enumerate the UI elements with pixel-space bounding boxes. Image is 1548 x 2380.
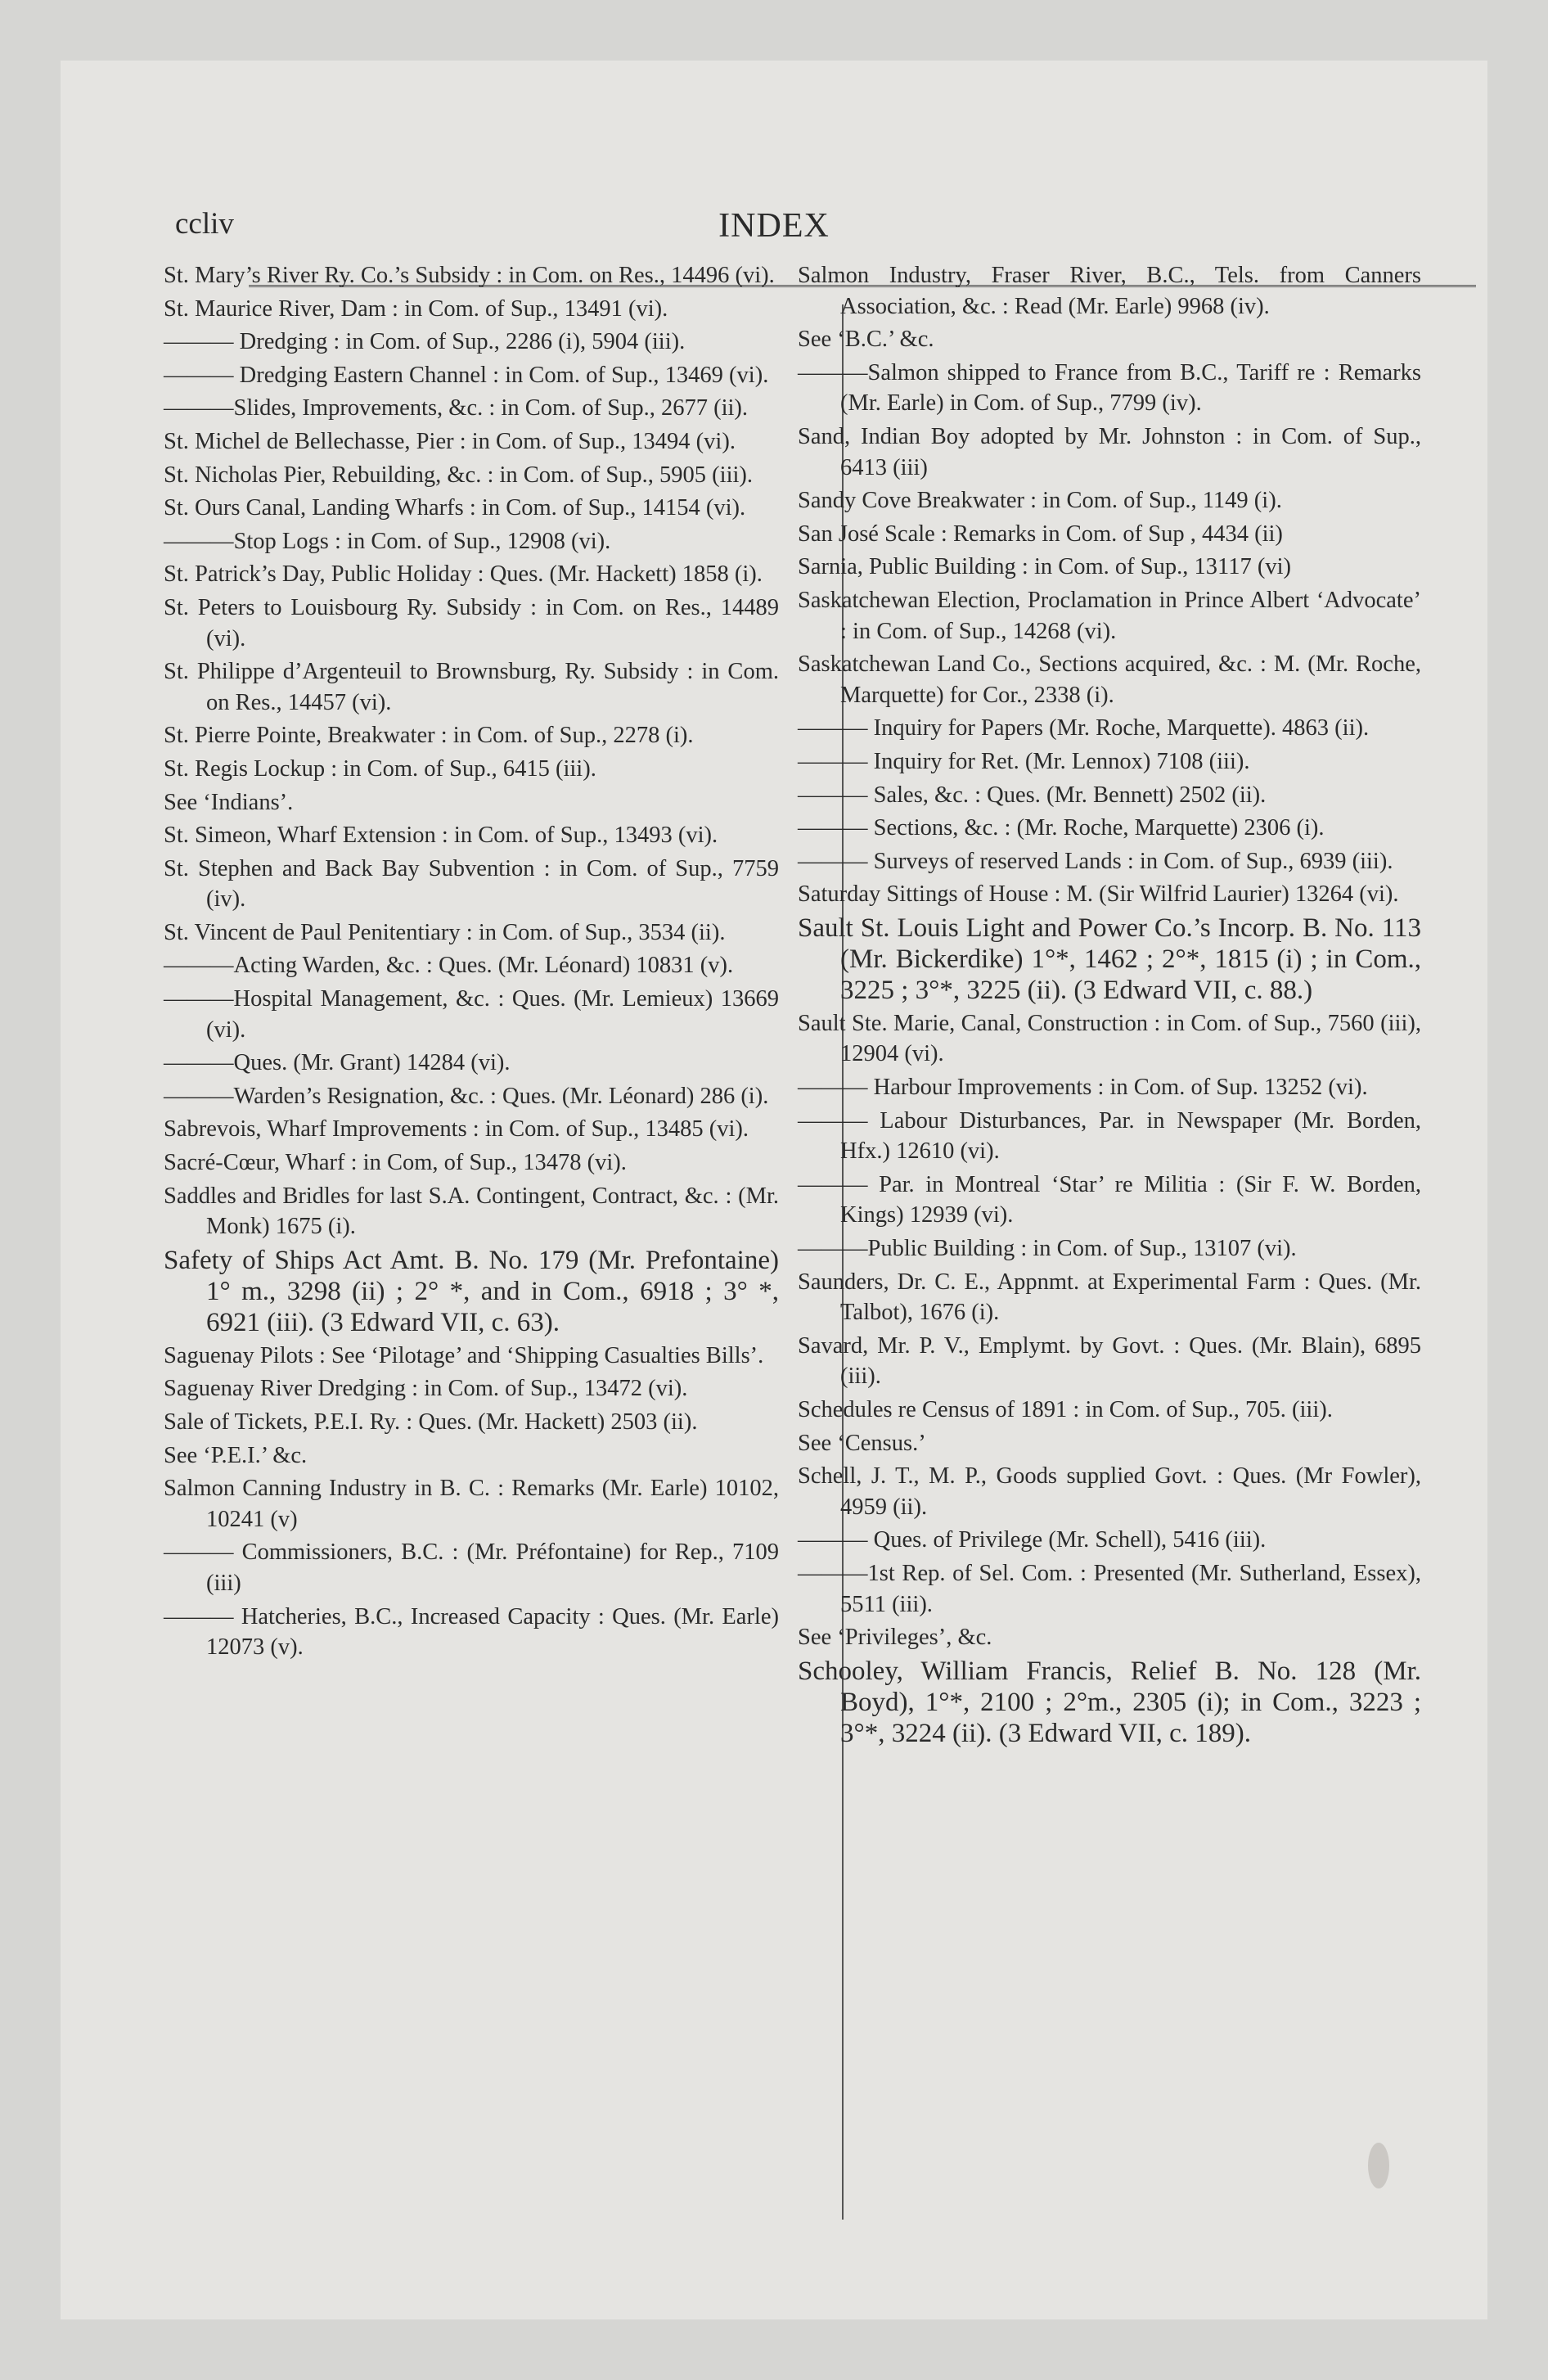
index-entry: St. Ours Canal, Landing Wharfs : in Com. of Sup., 14154 (vi). bbox=[164, 495, 746, 521]
index-entry: St. Mary’s River Ry. Co.’s Subsidy : in Com. on Res., 14496 (vi). bbox=[164, 263, 775, 288]
index-entry: ———Public Building : in Com. of Sup., 13107 (vi). bbox=[798, 1236, 1297, 1262]
index-entry: ———Acting Warden, &c. : Ques. (Mr. Léonard) 10831 (v). bbox=[164, 953, 734, 979]
index-entry: Sault St. Louis Light and Power Co.’s Incorp. B. No. 113 (Mr. Bickerdike) 1°*, 1462 ; 2°*, 1815 (i) ; in Com., 3225 ; 3°*, 3225 (ii). (3 Edward VII, c. 88.) bbox=[798, 913, 1421, 1005]
index-entry: St. Regis Lockup : in Com. of Sup., 6415 (iii). bbox=[164, 755, 596, 782]
index-entry: ——— Ques. of Privilege (Mr. Schell), 5416 (iii). bbox=[798, 1527, 1267, 1553]
index-entry: ——— Inquiry for Papers (Mr. Roche, Marquette). 4863 (ii). bbox=[798, 715, 1370, 741]
index-entry: ———Stop Logs : in Com. of Sup., 12908 (vi). bbox=[164, 528, 611, 554]
index-entry: St. Michel de Bellechasse, Pier : in Com. of Sup., 13494 (vi). bbox=[164, 428, 736, 454]
index-entry: ——— Dredging : in Com. of Sup., 2286 (i), 5904 (iii). bbox=[164, 329, 686, 355]
cross-reference: See ‘Census.’ bbox=[798, 1430, 926, 1456]
index-entry: Sandy Cove Breakwater : in Com. of Sup., 1149 (i). bbox=[798, 488, 1282, 514]
index-entry: St. Vincent de Paul Penitentiary : in Com. of Sup., 3534 (ii). bbox=[164, 919, 726, 945]
index-entry: Sacré-Cœur, Wharf : in Com, of Sup., 13478 (vi). bbox=[164, 1150, 627, 1176]
index-entry: ——— Par. in Montreal ‘Star’ re Militia : (Sir F. W. Borden, Kings) 12939 (vi). bbox=[798, 1171, 1421, 1228]
index-entry: Schedules re Census of 1891 : in Com. of Sup., 705. (iii). bbox=[798, 1397, 1333, 1422]
index-entry: ——— Dredging Eastern Channel : in Com. of Sup., 13469 (vi). bbox=[164, 362, 769, 388]
cross-reference: See ‘B.C.’ &c. bbox=[798, 327, 934, 353]
index-entry: Saguenay Pilots : See ‘Pilotage’ and ‘Shipping Casualties Bills’. bbox=[164, 1342, 764, 1368]
index-entry: Schooley, William Francis, Relief B. No. 128 (Mr. Boyd), 1°*, 2100 ; 2°m., 2305 (i); in Com., 3223 ; 3°*, 3224 (ii). (3 Edward VII, c. 189). bbox=[798, 1656, 1421, 1748]
index-entry: St. Simeon, Wharf Extension : in Com. of Sup., 13493 (vi). bbox=[164, 823, 718, 849]
index-entry: ———Salmon shipped to France from B.C., Tariff re : Remarks (Mr. Earle) in Com. of Sup., 7799 (iv). bbox=[798, 359, 1421, 417]
index-entry: St. Philippe d’Argenteuil to Brownsburg, Ry. Subsidy : in Com. on Res., 14457 (vi). bbox=[164, 659, 779, 715]
index-entry: ——— Hatcheries, B.C., Increased Capacity : Ques. (Mr. Earle) 12073 (v). bbox=[164, 1603, 779, 1661]
index-entry: Saskatchewan Election, Proclamation in Prince Albert ‘Advocate’ : in Com. of Sup., 14268 (vi). bbox=[798, 587, 1421, 644]
left-column bbox=[164, 260, 779, 1666]
page-title: INDEX bbox=[718, 207, 830, 245]
index-entry: Salmon Canning Industry in B. C. : Remarks (Mr. Earle) 10102, 10241 (v) bbox=[164, 1476, 779, 1532]
index-entry: Salmon Industry, Fraser River, B.C., Tels. from Canners Association, &c. : Read (Mr. Earle) 9968 (iv). bbox=[798, 263, 1421, 319]
paper-blemish bbox=[1368, 2143, 1389, 2188]
index-entry: St. Stephen and Back Bay Subvention : in Com. of Sup., 7759 (iv). bbox=[164, 855, 779, 913]
index-entry: ———1st Rep. of Sel. Com. : Presented (Mr. Sutherland, Essex), 5511 (iii). bbox=[798, 1560, 1421, 1617]
page-folio: ccliv bbox=[175, 207, 234, 241]
index-entry: ——— Inquiry for Ret. (Mr. Lennox) 7108 (iii). bbox=[798, 748, 1250, 774]
index-entry: ——— Harbour Improvements : in Com. of Sup. 13252 (vi). bbox=[798, 1075, 1368, 1101]
index-entry: ——— Labour Disturbances, Par. in Newspaper (Mr. Borden, Hfx.) 12610 (vi). bbox=[798, 1107, 1421, 1165]
index-entry: Safety of Ships Act Amt. B. No. 179 (Mr. Prefontaine) 1° m., 3298 (ii) ; 2° *, and in Com., 6918 ; 3° *, 6921 (iii). (3 Edward VII, c. 63). bbox=[164, 1245, 779, 1337]
index-entry: St. Patrick’s Day, Public Holiday : Ques. (Mr. Hackett) 1858 (i). bbox=[164, 561, 763, 588]
index-entry: Sale of Tickets, P.E.I. Ry. : Ques. (Mr. Hackett) 2503 (ii). bbox=[164, 1409, 698, 1435]
index-entry: ——— Surveys of reserved Lands : in Com. of Sup., 6939 (iii). bbox=[798, 848, 1393, 874]
index-entry: ——— Sales, &c. : Ques. (Mr. Bennett) 2502 (ii). bbox=[798, 782, 1267, 808]
index-entry: Saddles and Bridles for last S.A. Contingent, Contract, &c. : (Mr. Monk) 1675 (i). bbox=[164, 1183, 779, 1240]
index-entry: Sault Ste. Marie, Canal, Construction : in Com. of Sup., 7560 (iii), 12904 (vi). bbox=[798, 1010, 1421, 1067]
index-entry: Sabrevois, Wharf Improvements : in Com. of Sup., 13485 (vi). bbox=[164, 1116, 749, 1143]
index-entry: Sarnia, Public Building : in Com. of Sup., 13117 (vi) bbox=[798, 554, 1291, 580]
cross-reference: See ‘Privileges’, &c. bbox=[798, 1625, 992, 1651]
index-entry: ———Hospital Management, &c. : Ques. (Mr. Lemieux) 13669 (vi). bbox=[164, 986, 779, 1043]
index-entry: St. Pierre Pointe, Breakwater : in Com. of Sup., 2278 (i). bbox=[164, 723, 694, 749]
index-entry: ———Warden’s Resignation, &c. : Ques. (Mr. Léonard) 286 (i). bbox=[164, 1083, 769, 1109]
index-entry: St. Nicholas Pier, Rebuilding, &c. : in Com. of Sup., 5905 (iii). bbox=[164, 462, 754, 488]
index-entry: Saguenay River Dredging : in Com. of Sup., 13472 (vi). bbox=[164, 1376, 688, 1402]
index-entry: Saturday Sittings of House : M. (Sir Wilfrid Laurier) 13264 (vi). bbox=[798, 881, 1399, 908]
index-entry: ———Ques. (Mr. Grant) 14284 (vi). bbox=[164, 1050, 511, 1076]
index-entry: St. Peters to Louisbourg Ry. Subsidy : in Com. on Res., 14489 (vi). bbox=[164, 594, 779, 651]
index-entry: Sand, Indian Boy adopted by Mr. Johnston : in Com. of Sup., 6413 (iii) bbox=[798, 423, 1421, 480]
right-column bbox=[798, 260, 1421, 1751]
cross-reference: See ‘P.E.I.’ &c. bbox=[164, 1442, 308, 1468]
index-entry: ———Slides, Improvements, &c. : in Com. of Sup., 2677 (ii). bbox=[164, 395, 749, 421]
index-entry: ——— Commissioners, B.C. : (Mr. Préfontaine) for Rep., 7109 (iii) bbox=[164, 1539, 779, 1596]
cross-reference: See ‘Indians’. bbox=[164, 789, 294, 815]
index-entry: ——— Sections, &c. : (Mr. Roche, Marquette) 2306 (i). bbox=[798, 815, 1325, 841]
index-entry: San José Scale : Remarks in Com. of Sup , 4434 (ii) bbox=[798, 521, 1283, 547]
index-entry: Schell, J. T., M. P., Goods supplied Govt. : Ques. (Mr Fowler), 4959 (ii). bbox=[798, 1463, 1421, 1520]
index-entry: Saskatchewan Land Co., Sections acquired, &c. : M. (Mr. Roche, Marquette) for Cor., 2338 (i). bbox=[798, 651, 1421, 708]
index-entry: Saunders, Dr. C. E., Appnmt. at Experimental Farm : Ques. (Mr. Talbot), 1676 (i). bbox=[798, 1269, 1421, 1326]
index-entry: St. Maurice River, Dam : in Com. of Sup., 13491 (vi). bbox=[164, 295, 668, 322]
index-entry: Savard, Mr. P. V., Emplymt. by Govt. : Ques. (Mr. Blain), 6895 (iii). bbox=[798, 1332, 1421, 1390]
